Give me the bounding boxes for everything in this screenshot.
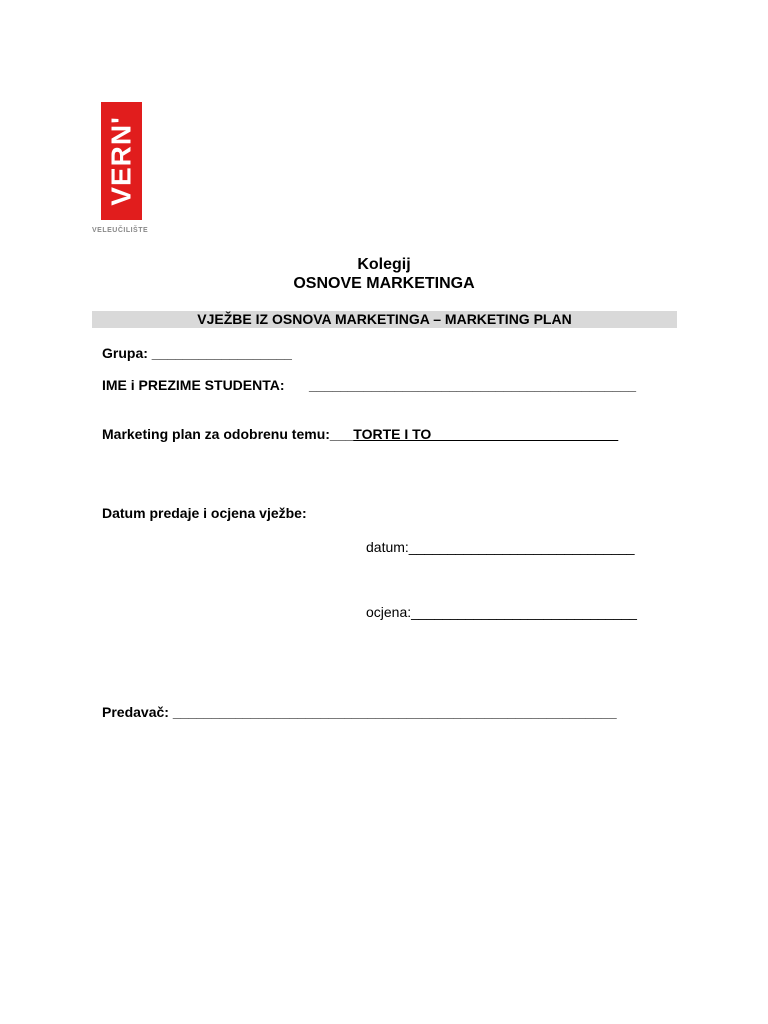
- ocjena-field: ocjena:_____________________________: [366, 604, 637, 620]
- logo-text: VERN': [105, 116, 137, 206]
- tema-value: TORTE I TO________________________: [353, 426, 619, 442]
- tema-row: [102, 426, 618, 442]
- student-label: IME i PREZIME STUDENTA:: [102, 377, 285, 393]
- predavac-field: Predavač: _________________________________________________________: [102, 704, 617, 720]
- datum-field: datum:_____________________________: [366, 539, 635, 555]
- logo-subtitle: VELEUČILIŠTE: [92, 227, 149, 234]
- datum-heading: Datum predaje i ocjena vježbe:: [102, 505, 307, 521]
- exercise-banner: VJEŽBE IZ OSNOVA MARKETINGA – MARKETING PLAN: [92, 311, 677, 328]
- vern-logo: [101, 102, 142, 220]
- tema-label: Marketing plan za odobrenu temu:___: [102, 426, 354, 442]
- student-blank: __________________________________________: [309, 377, 637, 393]
- grupa-field: Grupa: __________________: [102, 345, 292, 361]
- kolegij-label: Kolegij: [357, 256, 411, 273]
- course-title: OSNOVE MARKETINGA: [293, 275, 475, 292]
